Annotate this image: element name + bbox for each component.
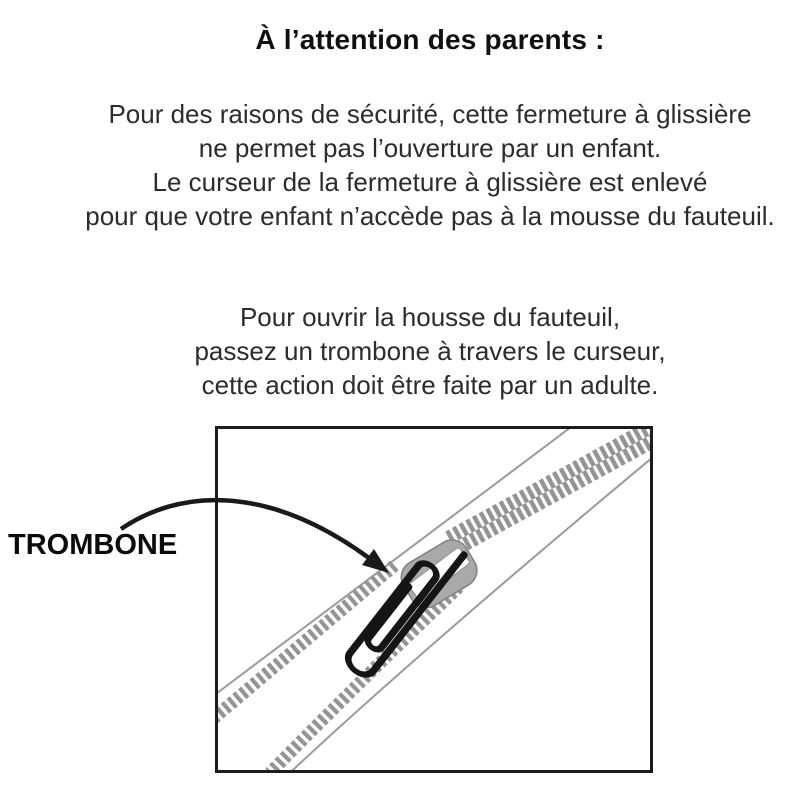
text-line: Le curseur de la fermeture à glissière est enlevé [152,167,708,197]
page-title: À l’attention des parents : [255,24,605,55]
text-line: ne permet pas l’ouverture par un enfant. [198,133,662,163]
instructions-paragraph [40,300,800,402]
text-line: Pour des raisons de sécurité, cette fermeture à glissière [108,99,752,129]
safety-paragraph [40,97,800,233]
fabric-edge-upper [218,429,576,698]
text-line: Pour ouvrir la housse du fauteuil, [239,302,621,332]
text-line: pour que votre enfant n’accède pas à la mousse du fauteuil. [85,201,775,231]
trombone-label: TROMBONE [8,529,178,561]
text-line: cette action doit être faite par un adulte. [201,370,659,400]
zipper-teeth-open-lower [270,587,459,770]
text-line: passez un trombone à travers le curseur, [194,336,666,366]
zipper-teeth-closed-row1 [449,429,650,538]
zipper-diagram-box [215,426,653,773]
zipper-illustration [218,429,650,770]
